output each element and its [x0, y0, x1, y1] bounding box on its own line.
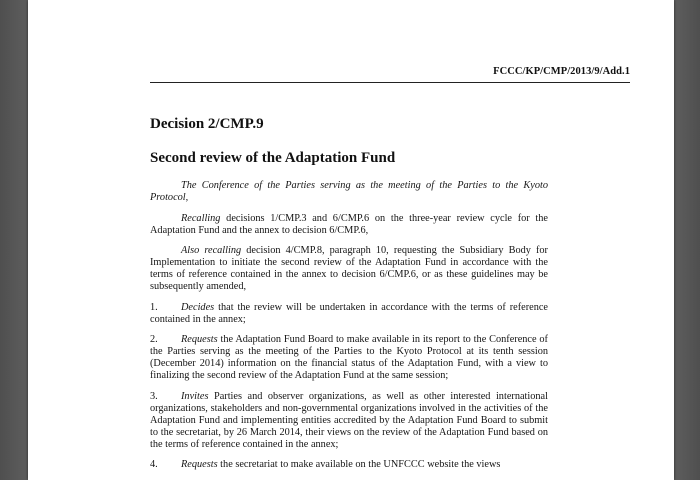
- decision-title: Decision 2/CMP.9: [150, 116, 264, 132]
- preamble-paragraph: [150, 180, 548, 204]
- decision-subject: Second review of the Adaptation Fund: [150, 150, 396, 166]
- document-page: [28, 0, 674, 480]
- operative-text: Parties and observer organizations, as well as other interested international organizations, stakeholders and non-governmental organizations involved in the activities of the Adaptation Fund and implementing entities accredited by the Adaptation Fund Board to submit to the secretariat, by 26 March 2014, their views on the review of the Adaptation Fund based on the terms of reference contained in the annex;: [150, 390, 548, 450]
- operative-text: the secretariat to make available on the UNFCCC website the views: [217, 459, 501, 470]
- preamble-text: decision 4/CMP.8, paragraph 10, requesting the Subsidiary Body for Implementation to initiate the second review of the Adaptation Fund in accordance with the terms of reference contained in the annex to decision 6/CMP.6, or as these guidelines may be subsequently amended,: [150, 245, 548, 292]
- preamble-paragraph: [150, 213, 548, 237]
- operative-paragraph: [150, 302, 548, 326]
- preamble-lead: Recalling: [181, 212, 221, 224]
- operative-lead: Requests: [181, 334, 218, 345]
- operative-lead: Decides: [181, 301, 215, 313]
- document-body: [150, 180, 548, 480]
- operative-paragraph: [150, 459, 548, 471]
- viewer-margin-left: [0, 0, 28, 480]
- operative-paragraph: [150, 334, 548, 382]
- operative-text: that the review will be undertaken in accordance with the terms of reference contained in the annex;: [150, 301, 548, 325]
- operative-lead: Requests: [181, 459, 218, 470]
- preamble-lead: Also recalling: [181, 245, 242, 256]
- header-rule: [150, 82, 630, 83]
- paragraph-number: 4.: [150, 459, 158, 470]
- operative-paragraph: [150, 391, 548, 451]
- paragraph-number: 3.: [150, 390, 158, 402]
- paragraph-number: 2.: [150, 334, 158, 345]
- operative-text: the Adaptation Fund Board to make available in its report to the Conference of the Parties serving as the meeting of the Parties to the Kyoto Protocol at its tenth session (December 2014) information on the financial status of the Adaptation Fund, with a view to finalizing the second review of the Adaptation Fund at the same session;: [150, 334, 548, 381]
- preamble-paragraph: [150, 245, 548, 293]
- viewer-margin-right: [674, 0, 700, 480]
- preamble-text: decisions 1/CMP.3 and 6/CMP.6 on the three-year review cycle for the Adaptation Fund and the annex to decision 6/CMP.6,: [150, 212, 548, 236]
- preamble-lead: The Conference of the Parties serving as the meeting of the Parties to the Kyoto Protocol,: [150, 180, 548, 203]
- document-symbol: FCCC/KP/CMP/2013/9/Add.1: [493, 66, 630, 77]
- paragraph-number: 1.: [150, 301, 158, 313]
- operative-lead: Invites: [181, 390, 209, 402]
